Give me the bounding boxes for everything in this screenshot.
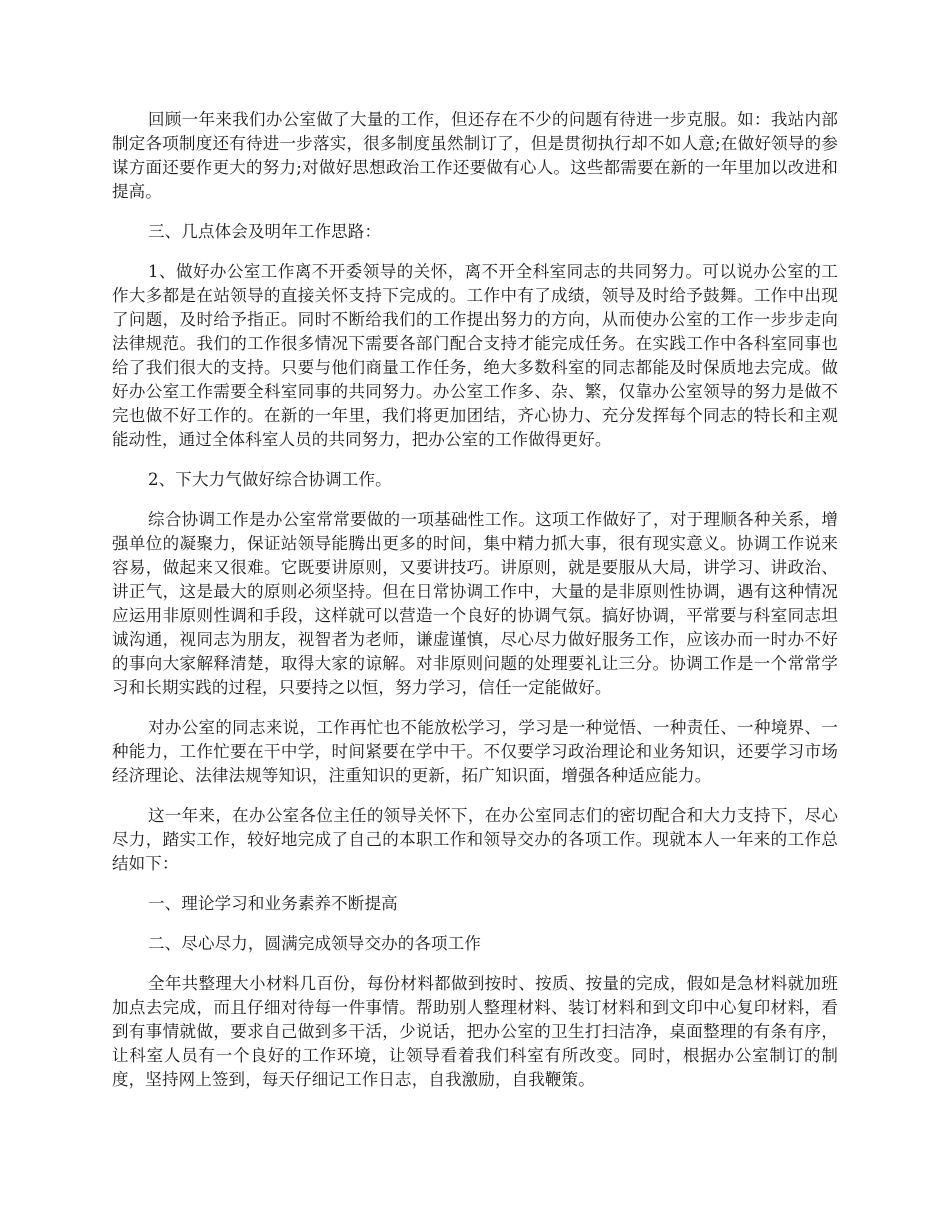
subheading-point-2: 2、下大力气做好综合协调工作。	[148, 470, 392, 489]
section-heading-insights: 三、几点体会及明年工作思路：	[148, 222, 382, 241]
paragraph-summary-intro: 这一年来，在办公室各位主任的领导关怀下，在办公室同志们的密切配合和大力支持下，尽心尽力，踏实工作，较好地完成了自己的本职工作和领导交办的各项工作。现就本人一年来的工作总结如下：	[112, 806, 838, 873]
section-heading-theory: 一、理论学习和业务素养不断提高	[148, 894, 398, 913]
paragraph-coordination: 综合协调工作是办公室常常要做的一项基础性工作。这项工作做好了，对于理顺各种关系，增强单位的凝聚力，保证站领导能腾出更多的时间，集中精力抓大事，很有现实意义。协调工作说来容易，做起来又很难。它既要讲原则，又要讲技巧。讲原则，就是要服从大局，讲学习、讲政治、讲正气，这是最大的原则必须坚持。但在日常协调工作中，大量的是非原则性协调，遇有这种情况应运用非原则性调和手段，这样就可以营造一个良好的协调气氛。搞好协调，平常要与科室同志坦诚沟通，视同志为朋友，视智者为老师，谦虚谨慎，尽心尽力做好服务工作，应该办而一时办不好的事向大家解释清楚，取得大家的谅解。对非原则问题的处理要礼让三分。协调工作是一个常常学习和长期实践的过程，只要持之以恒，努力学习，信任一定能做好。	[112, 510, 838, 697]
section-heading-tasks: 二、尽心尽力，圆满完成领导交办的各项工作	[148, 934, 481, 953]
paragraph-review: 回顾一年来我们办公室做了大量的工作，但还存在不少的问题有待进一步克服。如：我站内部制定各项制度还有待进一步落实，很多制度虽然制订了，但是贯彻执行却不如人意;在做好领导的参谋方面还要作更大的努力;对做好思想政治工作还要做有心人。这些都需要在新的一年里加以改进和提高。	[112, 110, 838, 201]
paragraph-materials: 全年共整理大小材料几百份，每份材料都做到按时、按质、按量的完成，假如是急材料就加班加点去完成，而且仔细对待每一件事情。帮助别人整理材料、装订材料和到文印中心复印材料，看到有事情就做，要求自己做到多干活，少说话，把办公室的卫生打扫洁净，桌面整理的有条有序，让科室人员有一个良好的工作环境，让领导看着我们科室有所改变。同时，根据办公室制订的制度，坚持网上签到，每天仔细记工作日志，自我激励，自我鞭策。	[112, 974, 838, 1089]
document-body	[112, 108, 838, 1108]
paragraph-learning: 对办公室的同志来说，工作再忙也不能放松学习，学习是一种觉悟、一种责任、一种境界、一种能力，工作忙要在干中学，时间紧要在学中干。不仅要学习政治理论和业务知识，还要学习市场经济理论、法律法规等知识，注重知识的更新，拓广知识面，增强各种适应能力。	[112, 718, 838, 785]
paragraph-point-1: 1、做好办公室工作离不开委领导的关怀，离不开全科室同志的共同努力。可以说办公室的工作大多都是在站领导的直接关怀支持下完成的。工作中有了成绩，领导及时给予鼓舞。工作中出现了问题，及时给予指正。同时不断给我们的工作提出努力的方向，从而使办公室的工作一步步走向法律规范。我们的工作很多情况下需要各部门配合支持才能完成任务。在实践工作中各科室同事也给了我们很大的支持。只要与他们商量工作任务，绝大多数科室的同志都能及时保质地去完成。做好办公室工作需要全科室同事的共同努力。办公室工作多、杂、繁，仅靠办公室领导的努力是做不完也做不好工作的。在新的一年里，我们将更加团结，齐心协力、充分发挥每个同志的特长和主观能动性，通过全体科室人员的共同努力，把办公室的工作做得更好。	[112, 262, 838, 449]
